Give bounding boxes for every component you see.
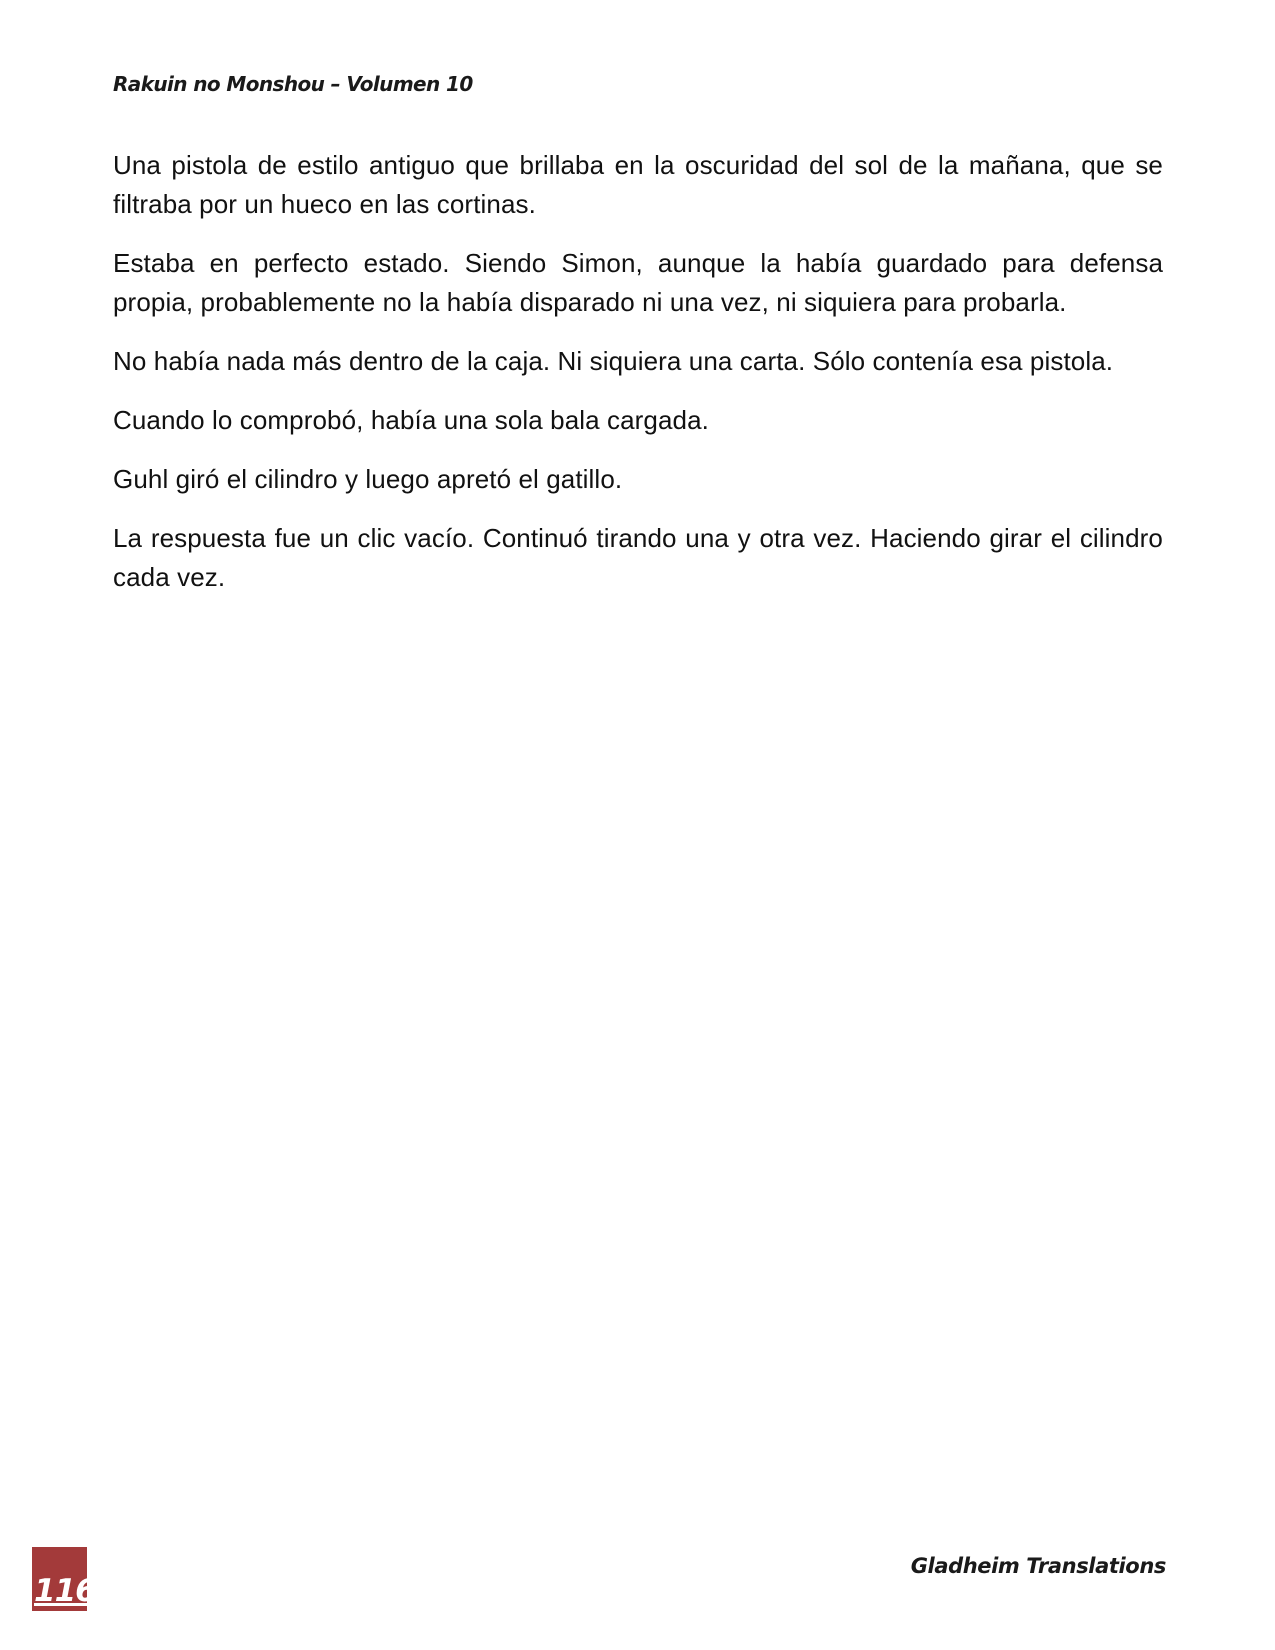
paragraph: Estaba en perfecto estado. Siendo Simon, aunque la había guardado para defensa propia, probablemente no la había disparado ni una vez, ni siquiera para probarla. [113, 248, 1163, 317]
paragraph: Cuando lo comprobó, había una sola bala cargada. [113, 405, 709, 435]
paragraph: Guhl giró el cilindro y luego apretó el gatillo. [113, 464, 623, 494]
body-text [113, 146, 1163, 617]
paragraph: No había nada más dentro de la caja. Ni siquiera una carta. Sólo contenía esa pistola. [113, 346, 1114, 376]
page-number-badge [32, 1547, 96, 1611]
running-header: Rakuin no Monshou – Volumen 10 [113, 72, 473, 96]
footer-credit: Gladheim Translations [910, 1554, 1166, 1578]
page-number: 116 [34, 1573, 96, 1609]
paragraph: Una pistola de estilo antiguo que brillaba en la oscuridad del sol de la mañana, que se filtraba por un hueco en las cortinas. [113, 150, 1163, 219]
paragraph: La respuesta fue un clic vacío. Continuó tirando una y otra vez. Haciendo girar el cilindro cada vez. [113, 523, 1163, 592]
